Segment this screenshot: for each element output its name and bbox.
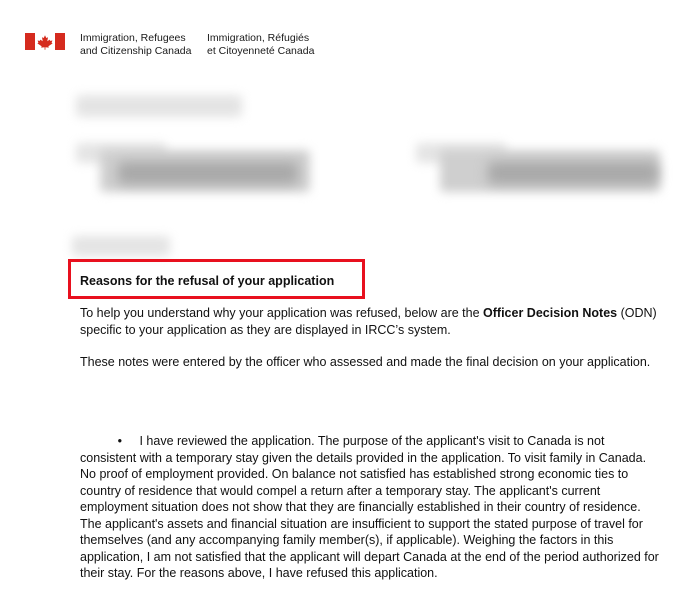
intro-text-end: (ODN) specific to your application as they are displayed in IRCC’s system.	[80, 306, 657, 337]
redacted-salutation	[72, 236, 170, 256]
redacted-client-id-left	[118, 162, 298, 184]
redacted-date	[76, 95, 242, 117]
canada-flag-icon	[25, 33, 65, 50]
department-name-french	[207, 32, 314, 57]
officer-decision-notes-term: Officer Decision Notes	[483, 306, 618, 320]
department-name-english-line1: Immigration, Refugees	[80, 32, 186, 44]
redacted-client-id-right	[488, 162, 658, 184]
notes-entry-paragraph: These notes were entered by the officer who assessed and made the final decision on your application.	[80, 355, 651, 369]
refusal-reasons-heading: Reasons for the refusal of your application	[80, 274, 335, 288]
department-name-english-line2: and Citizenship Canada	[80, 44, 192, 57]
intro-text-start: To help you understand why your application was refused, below are the	[80, 306, 484, 320]
department-name-french-line1: Immigration, Réfugiés	[207, 32, 310, 44]
department-name-french-line2: et Citoyenneté Canada	[207, 44, 315, 57]
list-item	[80, 433, 660, 582]
intro-paragraph	[80, 305, 660, 338]
department-name-english	[80, 32, 192, 57]
officer-decision-note-text: I have reviewed the application. The purpose of the applicant's visit to Canada is not consistent with a temporary stay given the details provided in the application. To visit family in Canada. No proof of employment provided. On balance not satisfied has established strong economic ties to country of residence that would compel a return after a temporary stay. The applicant's current employment situation does not show that they are financially established in their country of residence. The applicant's assets and financial situation are insufficient to support the stated purpose of travel for themselves (and any accompanying family member(s), if applicable). Weighing the factors in this application, I am not satisfied that the applicant will depart Canada at the end of the period authorized for their stay. For the reasons above, I have refused this application.	[80, 434, 659, 580]
bullet-icon: •	[117, 434, 122, 448]
decision-notes-list	[80, 433, 660, 582]
